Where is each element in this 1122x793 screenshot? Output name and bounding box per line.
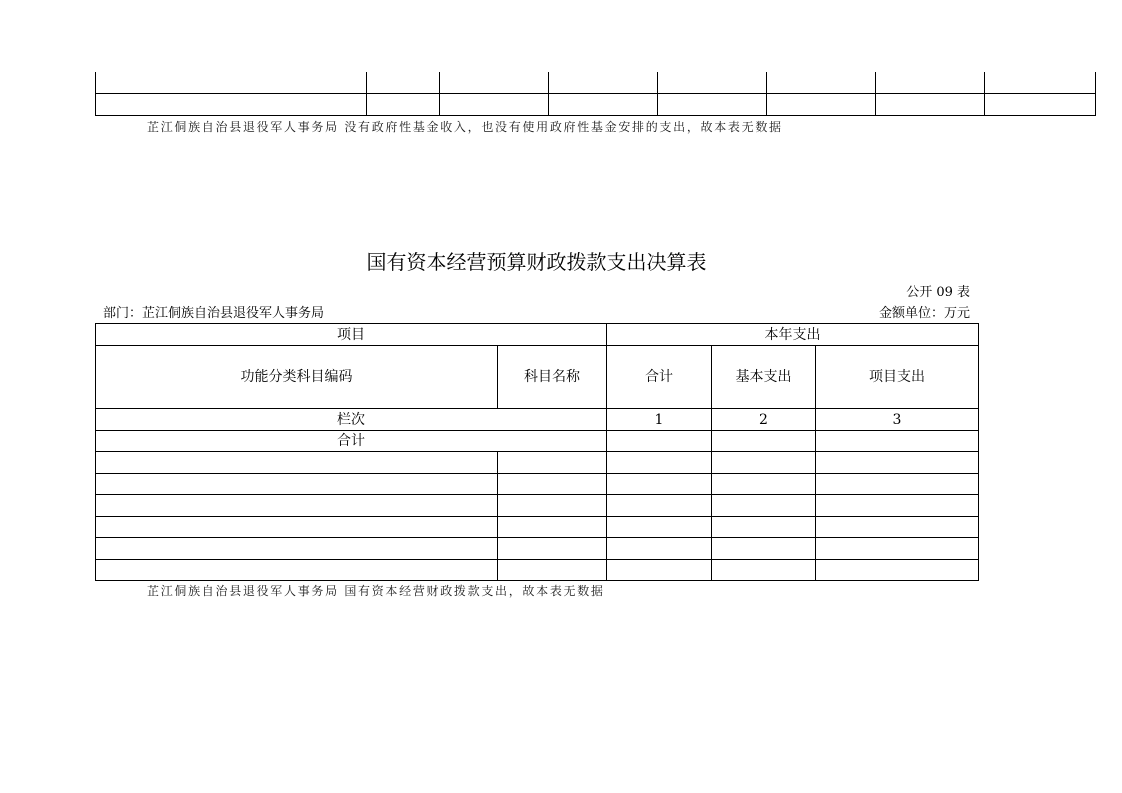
table-cell	[816, 495, 979, 517]
table-cell	[96, 93, 367, 115]
table-cell	[96, 452, 498, 474]
table-row	[96, 560, 979, 581]
column-header-row	[96, 346, 979, 409]
table-cell	[498, 495, 607, 517]
table-cell	[607, 517, 712, 538]
group-header-row	[96, 324, 979, 346]
table-cell	[816, 452, 979, 474]
expenditure-final-accounts-table	[95, 323, 979, 581]
previous-table-fragment	[95, 72, 1096, 116]
column-header-project: 项目支出	[816, 346, 979, 409]
column-header-function-code: 功能分类科目编码	[96, 346, 498, 409]
group-header-current-year-expenditure: 本年支出	[607, 324, 979, 346]
table-cell	[816, 517, 979, 538]
table-cell	[985, 93, 1096, 115]
column-header-total: 合计	[607, 346, 712, 409]
table-row	[96, 495, 979, 517]
table-cell	[767, 72, 876, 93]
table-cell	[367, 72, 440, 93]
table-cell	[607, 452, 712, 474]
table-row	[96, 517, 979, 538]
column-header-subject-name: 科目名称	[498, 346, 607, 409]
table-cell	[96, 474, 498, 495]
table-cell	[96, 560, 498, 581]
table-cell	[96, 495, 498, 517]
column-index-row	[96, 409, 979, 431]
column-header-basic: 基本支出	[712, 346, 816, 409]
table-cell	[985, 72, 1096, 93]
total-value	[816, 431, 979, 452]
table-cell	[816, 474, 979, 495]
table-cell	[816, 560, 979, 581]
table-cell	[498, 538, 607, 560]
column-index-label: 栏次	[96, 409, 607, 431]
table-cell	[498, 517, 607, 538]
table-cell	[712, 560, 816, 581]
table-cell	[712, 517, 816, 538]
total-label: 合计	[96, 431, 607, 452]
table-cell	[498, 560, 607, 581]
table-cell	[767, 93, 876, 115]
no-data-note: 芷江侗族自治县退役军人事务局 国有资本经营财政拨款支出，故本表无数据	[147, 584, 605, 598]
table-cell	[498, 474, 607, 495]
table-cell	[96, 72, 367, 93]
table-cell	[712, 495, 816, 517]
table-cell	[816, 538, 979, 560]
table-cell	[440, 93, 549, 115]
table-row	[96, 93, 1096, 115]
report-title: 国有资本经营预算财政拨款支出决算表	[366, 250, 707, 274]
table-cell	[607, 474, 712, 495]
column-index-value: 1	[607, 409, 712, 431]
table-cell	[658, 72, 767, 93]
table-cell	[96, 538, 498, 560]
table-cell	[712, 538, 816, 560]
table-cell	[658, 93, 767, 115]
total-value	[607, 431, 712, 452]
table-row	[96, 72, 1096, 93]
no-data-note: 芷江侗族自治县退役军人事务局 没有政府性基金收入，也没有使用政府性基金安排的支出，故本表无数据	[147, 120, 783, 134]
table-cell	[607, 538, 712, 560]
table-cell	[712, 474, 816, 495]
column-index-value: 3	[816, 409, 979, 431]
table-cell	[367, 93, 440, 115]
table-row	[96, 452, 979, 474]
department-label: 部门：芷江侗族自治县退役军人事务局	[103, 306, 325, 321]
group-header-item: 项目	[96, 324, 607, 346]
table-row	[96, 474, 979, 495]
column-index-value: 2	[712, 409, 816, 431]
table-cell	[498, 452, 607, 474]
total-value	[712, 431, 816, 452]
amount-unit-label: 金额单位：万元	[878, 306, 970, 321]
table-cell	[440, 72, 549, 93]
table-cell	[607, 560, 712, 581]
table-cell	[607, 495, 712, 517]
table-cell	[549, 72, 658, 93]
table-row	[96, 538, 979, 560]
table-cell	[712, 452, 816, 474]
table-cell	[876, 72, 985, 93]
table-cell	[96, 517, 498, 538]
total-row	[96, 431, 979, 452]
table-cell	[876, 93, 985, 115]
form-number: 公开 09 表	[906, 285, 970, 300]
table-cell	[549, 93, 658, 115]
